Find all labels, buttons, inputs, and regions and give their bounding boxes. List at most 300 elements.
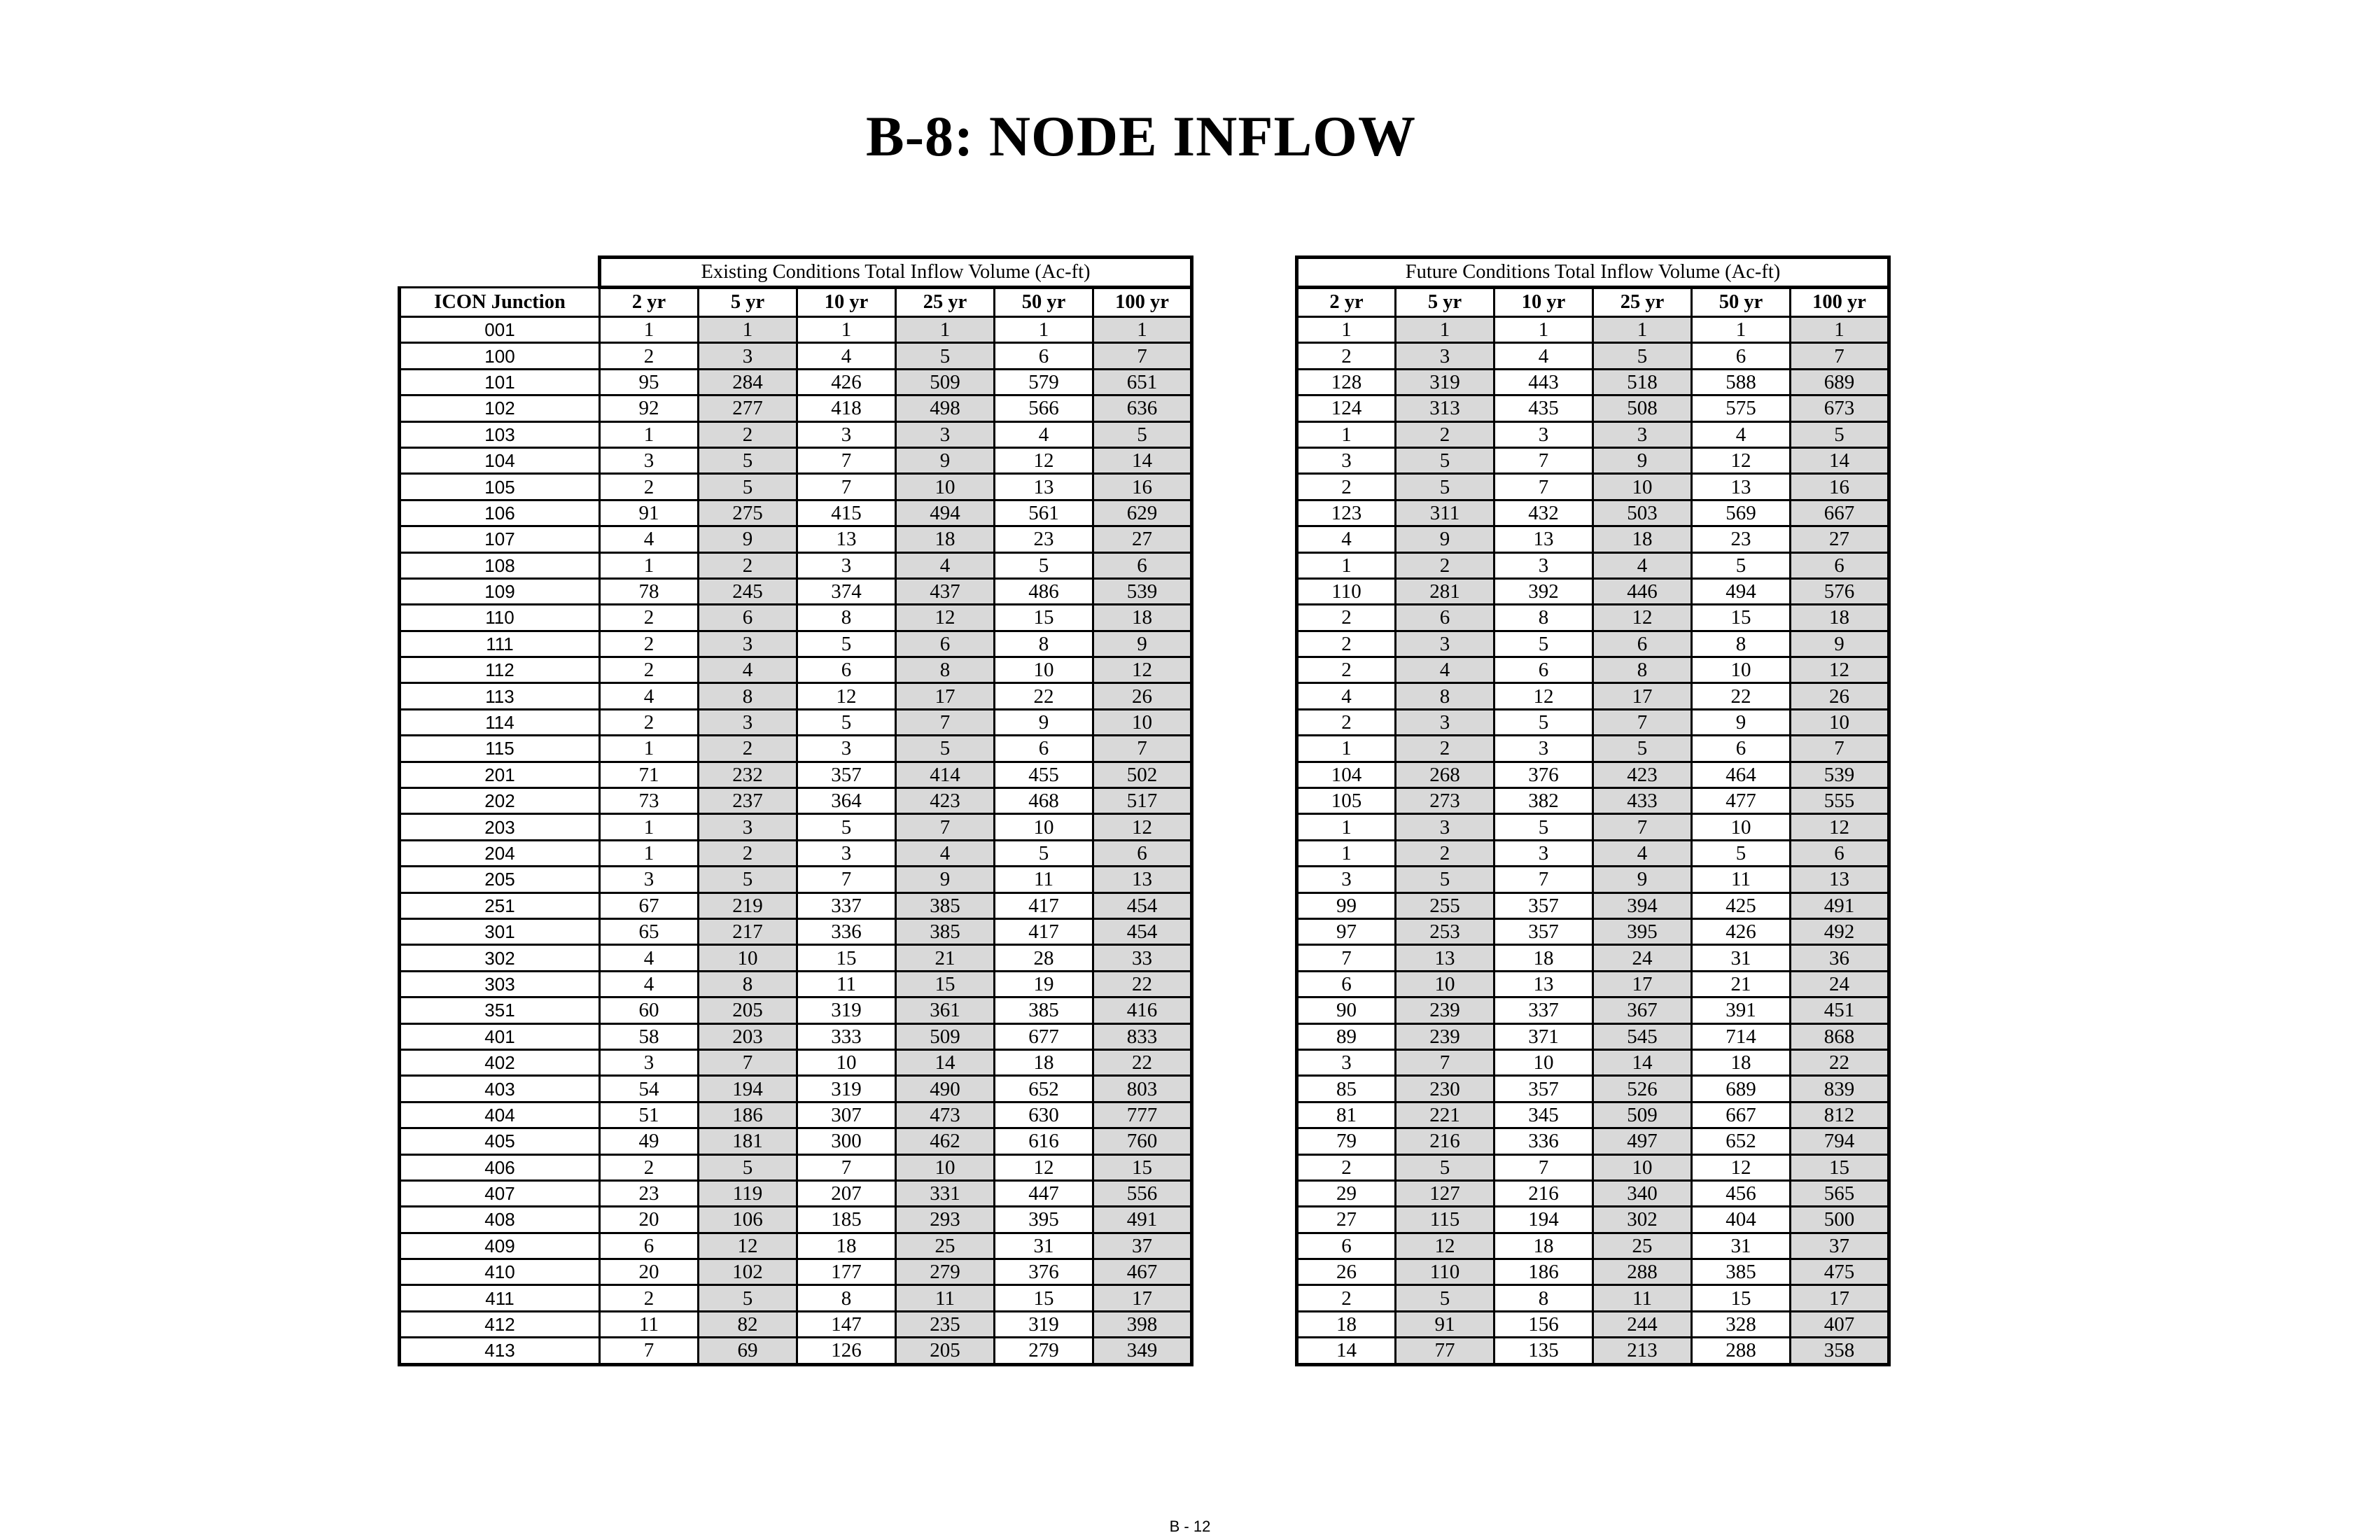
future-value-cell: 689 bbox=[1791, 369, 1889, 395]
junction-cell: 303 bbox=[400, 971, 600, 997]
existing-value-cell: 95 bbox=[600, 369, 699, 395]
future-value-cell: 31 bbox=[1692, 1233, 1791, 1259]
existing-value-cell: 177 bbox=[797, 1259, 896, 1285]
future-value-cell: 1 bbox=[1297, 421, 1396, 447]
existing-value-cell: 15 bbox=[1093, 1154, 1192, 1180]
junction-cell: 351 bbox=[400, 997, 600, 1023]
existing-value-cell: 4 bbox=[600, 971, 699, 997]
existing-value-cell: 2 bbox=[600, 1154, 699, 1180]
table-row bbox=[1297, 945, 1889, 971]
table-row bbox=[1297, 1128, 1889, 1154]
existing-value-cell: 11 bbox=[896, 1285, 995, 1311]
existing-value-cell: 385 bbox=[896, 892, 995, 918]
junction-cell: 413 bbox=[400, 1338, 600, 1364]
future-value-cell: 17 bbox=[1593, 683, 1692, 709]
junction-cell: 405 bbox=[400, 1128, 600, 1154]
future-value-cell: 4 bbox=[1593, 552, 1692, 578]
future-value-cell: 135 bbox=[1494, 1338, 1593, 1364]
table-row bbox=[1297, 1049, 1889, 1075]
existing-value-cell: 509 bbox=[896, 369, 995, 395]
existing-value-cell: 467 bbox=[1093, 1259, 1192, 1285]
future-value-cell: 433 bbox=[1593, 788, 1692, 814]
existing-value-cell: 561 bbox=[995, 500, 1093, 526]
existing-value-cell: 27 bbox=[1093, 526, 1192, 552]
existing-value-cell: 502 bbox=[1093, 762, 1192, 788]
future-value-cell: 2 bbox=[1297, 1154, 1396, 1180]
existing-value-cell: 49 bbox=[600, 1128, 699, 1154]
future-value-cell: 2 bbox=[1297, 709, 1396, 735]
table-row bbox=[400, 840, 1192, 866]
existing-value-cell: 1 bbox=[600, 840, 699, 866]
existing-value-cell: 2 bbox=[600, 631, 699, 657]
table-row bbox=[400, 971, 1192, 997]
future-value-cell: 313 bbox=[1396, 396, 1494, 421]
existing-value-cell: 10 bbox=[896, 1154, 995, 1180]
existing-column-header: 50 yr bbox=[995, 288, 1093, 317]
existing-value-cell: 10 bbox=[995, 657, 1093, 683]
future-value-cell: 10 bbox=[1396, 971, 1494, 997]
future-value-cell: 367 bbox=[1593, 997, 1692, 1023]
existing-value-cell: 426 bbox=[797, 369, 896, 395]
existing-value-cell: 17 bbox=[1093, 1285, 1192, 1311]
existing-value-cell: 4 bbox=[896, 552, 995, 578]
existing-value-cell: 12 bbox=[995, 447, 1093, 473]
future-value-cell: 6 bbox=[1396, 605, 1494, 631]
table-row bbox=[1297, 1180, 1889, 1206]
future-value-cell: 667 bbox=[1791, 500, 1889, 526]
existing-value-cell: 2 bbox=[699, 552, 797, 578]
future-value-cell: 239 bbox=[1396, 997, 1494, 1023]
future-value-cell: 3 bbox=[1396, 814, 1494, 840]
group-header-row bbox=[1297, 258, 1889, 288]
table-row bbox=[1297, 317, 1889, 343]
junction-cell: 202 bbox=[400, 788, 600, 814]
table-row bbox=[1297, 526, 1889, 552]
existing-value-cell: 9 bbox=[699, 526, 797, 552]
existing-value-cell: 5 bbox=[896, 736, 995, 762]
existing-value-cell: 395 bbox=[995, 1207, 1093, 1233]
future-value-cell: 288 bbox=[1593, 1259, 1692, 1285]
existing-value-cell: 6 bbox=[995, 343, 1093, 369]
existing-value-cell: 126 bbox=[797, 1338, 896, 1364]
existing-value-cell: 219 bbox=[699, 892, 797, 918]
future-value-cell: 18 bbox=[1593, 526, 1692, 552]
existing-value-cell: 455 bbox=[995, 762, 1093, 788]
table-row bbox=[400, 578, 1192, 604]
future-value-cell: 3 bbox=[1396, 631, 1494, 657]
existing-value-cell: 26 bbox=[1093, 683, 1192, 709]
table-row bbox=[400, 1154, 1192, 1180]
future-value-cell: 13 bbox=[1791, 867, 1889, 892]
table-row bbox=[1297, 736, 1889, 762]
future-value-cell: 497 bbox=[1593, 1128, 1692, 1154]
junction-cell: 110 bbox=[400, 605, 600, 631]
table-row bbox=[1297, 867, 1889, 892]
future-value-cell: 812 bbox=[1791, 1102, 1889, 1128]
future-value-cell: 491 bbox=[1791, 892, 1889, 918]
existing-value-cell: 1 bbox=[797, 317, 896, 343]
future-value-cell: 110 bbox=[1297, 578, 1396, 604]
future-value-cell: 115 bbox=[1396, 1207, 1494, 1233]
future-value-cell: 3 bbox=[1494, 421, 1593, 447]
table-row bbox=[1297, 631, 1889, 657]
future-value-cell: 9 bbox=[1791, 631, 1889, 657]
future-value-cell: 464 bbox=[1692, 762, 1791, 788]
future-value-cell: 7 bbox=[1593, 814, 1692, 840]
future-value-cell: 6 bbox=[1593, 631, 1692, 657]
table-row bbox=[400, 788, 1192, 814]
table-row bbox=[400, 997, 1192, 1023]
future-value-cell: 9 bbox=[1593, 447, 1692, 473]
existing-value-cell: 357 bbox=[797, 762, 896, 788]
existing-value-cell: 1 bbox=[896, 317, 995, 343]
future-value-cell: 10 bbox=[1593, 474, 1692, 500]
junction-cell: 001 bbox=[400, 317, 600, 343]
future-value-cell: 357 bbox=[1494, 1076, 1593, 1102]
future-value-cell: 4 bbox=[1396, 657, 1494, 683]
future-value-cell: 518 bbox=[1593, 369, 1692, 395]
existing-value-cell: 10 bbox=[1093, 709, 1192, 735]
future-value-cell: 273 bbox=[1396, 788, 1494, 814]
existing-value-cell: 15 bbox=[896, 971, 995, 997]
existing-value-cell: 6 bbox=[896, 631, 995, 657]
future-value-cell: 3 bbox=[1297, 447, 1396, 473]
future-value-cell: 12 bbox=[1396, 1233, 1494, 1259]
existing-value-cell: 4 bbox=[995, 421, 1093, 447]
existing-value-cell: 1 bbox=[600, 317, 699, 343]
table-row bbox=[1297, 1076, 1889, 1102]
table-row bbox=[1297, 892, 1889, 918]
future-value-cell: 673 bbox=[1791, 396, 1889, 421]
existing-value-cell: 629 bbox=[1093, 500, 1192, 526]
table-row bbox=[1297, 421, 1889, 447]
future-value-cell: 104 bbox=[1297, 762, 1396, 788]
future-value-cell: 23 bbox=[1692, 526, 1791, 552]
table-row bbox=[400, 343, 1192, 369]
future-value-cell: 24 bbox=[1791, 971, 1889, 997]
existing-value-cell: 185 bbox=[797, 1207, 896, 1233]
future-value-cell: 77 bbox=[1396, 1338, 1494, 1364]
existing-value-cell: 9 bbox=[995, 709, 1093, 735]
future-value-cell: 25 bbox=[1593, 1233, 1692, 1259]
future-column-header: 5 yr bbox=[1396, 288, 1494, 317]
junction-cell: 204 bbox=[400, 840, 600, 866]
table-row bbox=[1297, 788, 1889, 814]
existing-value-cell: 217 bbox=[699, 918, 797, 944]
existing-value-cell: 651 bbox=[1093, 369, 1192, 395]
future-value-cell: 6 bbox=[1692, 343, 1791, 369]
table-row bbox=[400, 369, 1192, 395]
existing-value-cell: 833 bbox=[1093, 1023, 1192, 1049]
existing-value-cell: 147 bbox=[797, 1311, 896, 1337]
existing-value-cell: 447 bbox=[995, 1180, 1093, 1206]
junction-cell: 106 bbox=[400, 500, 600, 526]
existing-value-cell: 374 bbox=[797, 578, 896, 604]
table-row bbox=[400, 1338, 1192, 1364]
future-value-cell: 475 bbox=[1791, 1259, 1889, 1285]
existing-value-cell: 232 bbox=[699, 762, 797, 788]
junction-cell: 410 bbox=[400, 1259, 600, 1285]
existing-value-cell: 418 bbox=[797, 396, 896, 421]
existing-value-cell: 12 bbox=[1093, 814, 1192, 840]
table-row bbox=[1297, 500, 1889, 526]
existing-value-cell: 4 bbox=[797, 343, 896, 369]
existing-value-cell: 385 bbox=[995, 997, 1093, 1023]
existing-value-cell: 556 bbox=[1093, 1180, 1192, 1206]
future-value-cell: 1 bbox=[1297, 736, 1396, 762]
existing-value-cell: 5 bbox=[1093, 421, 1192, 447]
existing-column-header: 100 yr bbox=[1093, 288, 1192, 317]
table-row bbox=[400, 867, 1192, 892]
existing-value-cell: 5 bbox=[797, 814, 896, 840]
existing-value-cell: 11 bbox=[995, 867, 1093, 892]
future-value-cell: 3 bbox=[1396, 709, 1494, 735]
existing-value-cell: 2 bbox=[600, 709, 699, 735]
future-value-cell: 281 bbox=[1396, 578, 1494, 604]
existing-value-cell: 17 bbox=[896, 683, 995, 709]
existing-value-cell: 454 bbox=[1093, 892, 1192, 918]
existing-value-cell: 2 bbox=[699, 736, 797, 762]
existing-value-cell: 1 bbox=[995, 317, 1093, 343]
future-value-cell: 12 bbox=[1494, 683, 1593, 709]
future-value-cell: 81 bbox=[1297, 1102, 1396, 1128]
existing-value-cell: 361 bbox=[896, 997, 995, 1023]
existing-value-cell: 417 bbox=[995, 918, 1093, 944]
future-value-cell: 9 bbox=[1593, 867, 1692, 892]
existing-value-cell: 4 bbox=[600, 526, 699, 552]
future-value-cell: 123 bbox=[1297, 500, 1396, 526]
table-row bbox=[400, 526, 1192, 552]
existing-value-cell: 60 bbox=[600, 997, 699, 1023]
existing-value-cell: 473 bbox=[896, 1102, 995, 1128]
future-value-cell: 13 bbox=[1396, 945, 1494, 971]
future-value-cell: 5 bbox=[1396, 474, 1494, 500]
future-value-cell: 253 bbox=[1396, 918, 1494, 944]
existing-value-cell: 67 bbox=[600, 892, 699, 918]
future-value-cell: 10 bbox=[1692, 814, 1791, 840]
existing-value-cell: 3 bbox=[797, 552, 896, 578]
existing-value-cell: 279 bbox=[896, 1259, 995, 1285]
future-value-cell: 288 bbox=[1692, 1338, 1791, 1364]
future-value-cell: 6 bbox=[1791, 840, 1889, 866]
junction-cell: 112 bbox=[400, 657, 600, 683]
existing-value-cell: 18 bbox=[995, 1049, 1093, 1075]
future-value-cell: 5 bbox=[1692, 840, 1791, 866]
future-value-cell: 358 bbox=[1791, 1338, 1889, 1364]
existing-value-cell: 245 bbox=[699, 578, 797, 604]
future-column-header: 25 yr bbox=[1593, 288, 1692, 317]
existing-value-cell: 7 bbox=[896, 814, 995, 840]
future-value-cell: 5 bbox=[1593, 343, 1692, 369]
junction-cell: 104 bbox=[400, 447, 600, 473]
existing-column-header: 5 yr bbox=[699, 288, 797, 317]
existing-value-cell: 12 bbox=[995, 1154, 1093, 1180]
existing-value-cell: 277 bbox=[699, 396, 797, 421]
future-value-cell: 1 bbox=[1297, 552, 1396, 578]
future-value-cell: 2 bbox=[1297, 657, 1396, 683]
table-row bbox=[1297, 605, 1889, 631]
existing-value-cell: 4 bbox=[600, 945, 699, 971]
table-row bbox=[1297, 657, 1889, 683]
existing-value-cell: 23 bbox=[600, 1180, 699, 1206]
existing-value-cell: 14 bbox=[1093, 447, 1192, 473]
existing-value-cell: 486 bbox=[995, 578, 1093, 604]
table-row bbox=[1297, 709, 1889, 735]
existing-value-cell: 237 bbox=[699, 788, 797, 814]
junction-cell: 113 bbox=[400, 683, 600, 709]
table-row bbox=[400, 631, 1192, 657]
table-row bbox=[400, 736, 1192, 762]
future-value-cell: 10 bbox=[1791, 709, 1889, 735]
table-row bbox=[1297, 1233, 1889, 1259]
existing-value-cell: 8 bbox=[699, 971, 797, 997]
existing-value-cell: 777 bbox=[1093, 1102, 1192, 1128]
existing-value-cell: 3 bbox=[797, 840, 896, 866]
table-row bbox=[1297, 1154, 1889, 1180]
future-value-cell: 5 bbox=[1396, 1285, 1494, 1311]
future-value-cell: 7 bbox=[1494, 867, 1593, 892]
existing-value-cell: 22 bbox=[995, 683, 1093, 709]
table-row bbox=[1297, 369, 1889, 395]
existing-value-cell: 336 bbox=[797, 918, 896, 944]
existing-column-header: 25 yr bbox=[896, 288, 995, 317]
existing-value-cell: 5 bbox=[699, 1154, 797, 1180]
future-value-cell: 14 bbox=[1297, 1338, 1396, 1364]
table-row bbox=[1297, 1207, 1889, 1233]
existing-value-cell: 9 bbox=[896, 447, 995, 473]
future-value-cell: 12 bbox=[1692, 1154, 1791, 1180]
existing-value-cell: 5 bbox=[995, 552, 1093, 578]
future-value-cell: 494 bbox=[1692, 578, 1791, 604]
existing-value-cell: 8 bbox=[797, 1285, 896, 1311]
future-value-cell: 6 bbox=[1791, 552, 1889, 578]
existing-value-cell: 468 bbox=[995, 788, 1093, 814]
existing-value-cell: 4 bbox=[600, 683, 699, 709]
future-value-cell: 15 bbox=[1692, 1285, 1791, 1311]
future-value-cell: 18 bbox=[1692, 1049, 1791, 1075]
existing-value-cell: 5 bbox=[797, 709, 896, 735]
table-row bbox=[400, 500, 1192, 526]
existing-value-cell: 7 bbox=[699, 1049, 797, 1075]
future-value-cell: 839 bbox=[1791, 1076, 1889, 1102]
future-value-cell: 12 bbox=[1593, 605, 1692, 631]
future-value-cell: 667 bbox=[1692, 1102, 1791, 1128]
existing-value-cell: 10 bbox=[699, 945, 797, 971]
existing-value-cell: 3 bbox=[896, 421, 995, 447]
future-value-cell: 213 bbox=[1593, 1338, 1692, 1364]
group-header-row bbox=[400, 258, 1192, 288]
junction-cell: 205 bbox=[400, 867, 600, 892]
existing-value-cell: 3 bbox=[699, 709, 797, 735]
existing-value-cell: 3 bbox=[600, 867, 699, 892]
future-value-cell: 500 bbox=[1791, 1207, 1889, 1233]
existing-value-cell: 337 bbox=[797, 892, 896, 918]
existing-value-cell: 517 bbox=[1093, 788, 1192, 814]
future-value-cell: 3 bbox=[1494, 840, 1593, 866]
future-value-cell: 5 bbox=[1692, 552, 1791, 578]
existing-value-cell: 279 bbox=[995, 1338, 1093, 1364]
table-row bbox=[400, 892, 1192, 918]
future-value-cell: 8 bbox=[1494, 605, 1593, 631]
table-row bbox=[400, 396, 1192, 421]
existing-value-cell: 12 bbox=[699, 1233, 797, 1259]
existing-conditions-table bbox=[398, 255, 1194, 1366]
future-value-cell: 13 bbox=[1494, 971, 1593, 997]
future-value-cell: 492 bbox=[1791, 918, 1889, 944]
table-row bbox=[1297, 1023, 1889, 1049]
junction-cell: 111 bbox=[400, 631, 600, 657]
future-value-cell: 394 bbox=[1593, 892, 1692, 918]
existing-value-cell: 7 bbox=[797, 1154, 896, 1180]
existing-value-cell: 7 bbox=[797, 867, 896, 892]
future-value-cell: 5 bbox=[1396, 1154, 1494, 1180]
junction-cell: 406 bbox=[400, 1154, 600, 1180]
existing-value-cell: 2 bbox=[600, 343, 699, 369]
existing-value-cell: 9 bbox=[896, 867, 995, 892]
future-value-cell: 565 bbox=[1791, 1180, 1889, 1206]
future-value-cell: 110 bbox=[1396, 1259, 1494, 1285]
table-row bbox=[1297, 474, 1889, 500]
table-row bbox=[400, 762, 1192, 788]
table-row bbox=[400, 447, 1192, 473]
existing-value-cell: 5 bbox=[699, 867, 797, 892]
future-value-cell: 689 bbox=[1692, 1076, 1791, 1102]
table-row bbox=[400, 605, 1192, 631]
existing-value-cell: 4 bbox=[896, 840, 995, 866]
future-value-cell: 477 bbox=[1692, 788, 1791, 814]
future-value-cell: 4 bbox=[1692, 421, 1791, 447]
junction-cell: 412 bbox=[400, 1311, 600, 1337]
future-value-cell: 7 bbox=[1396, 1049, 1494, 1075]
future-value-cell: 336 bbox=[1494, 1128, 1593, 1154]
existing-value-cell: 5 bbox=[797, 631, 896, 657]
existing-value-cell: 205 bbox=[699, 997, 797, 1023]
junction-cell: 103 bbox=[400, 421, 600, 447]
table-row bbox=[400, 918, 1192, 944]
page-title: B-8: NODE INFLOW bbox=[866, 104, 1416, 168]
future-value-cell: 239 bbox=[1396, 1023, 1494, 1049]
blank-corner bbox=[400, 258, 600, 288]
existing-column-header: 2 yr bbox=[600, 288, 699, 317]
table-row bbox=[400, 1180, 1192, 1206]
table-row bbox=[400, 1076, 1192, 1102]
existing-value-cell: 12 bbox=[1093, 657, 1192, 683]
future-value-cell: 22 bbox=[1692, 683, 1791, 709]
future-value-cell: 2 bbox=[1297, 343, 1396, 369]
future-value-cell: 12 bbox=[1791, 814, 1889, 840]
future-value-cell: 382 bbox=[1494, 788, 1593, 814]
existing-value-cell: 92 bbox=[600, 396, 699, 421]
future-value-cell: 15 bbox=[1692, 605, 1791, 631]
future-value-cell: 4 bbox=[1297, 526, 1396, 552]
table-row bbox=[400, 683, 1192, 709]
future-value-cell: 36 bbox=[1791, 945, 1889, 971]
future-value-cell: 3 bbox=[1297, 1049, 1396, 1075]
existing-value-cell: 102 bbox=[699, 1259, 797, 1285]
future-value-cell: 10 bbox=[1692, 657, 1791, 683]
existing-value-cell: 539 bbox=[1093, 578, 1192, 604]
table-row bbox=[1297, 1259, 1889, 1285]
table-row bbox=[400, 1311, 1192, 1337]
future-value-cell: 99 bbox=[1297, 892, 1396, 918]
future-value-cell: 8 bbox=[1396, 683, 1494, 709]
future-value-cell: 85 bbox=[1297, 1076, 1396, 1102]
future-value-cell: 13 bbox=[1494, 526, 1593, 552]
existing-value-cell: 319 bbox=[797, 997, 896, 1023]
existing-value-cell: 6 bbox=[600, 1233, 699, 1259]
future-value-cell: 105 bbox=[1297, 788, 1396, 814]
future-value-cell: 4 bbox=[1494, 343, 1593, 369]
